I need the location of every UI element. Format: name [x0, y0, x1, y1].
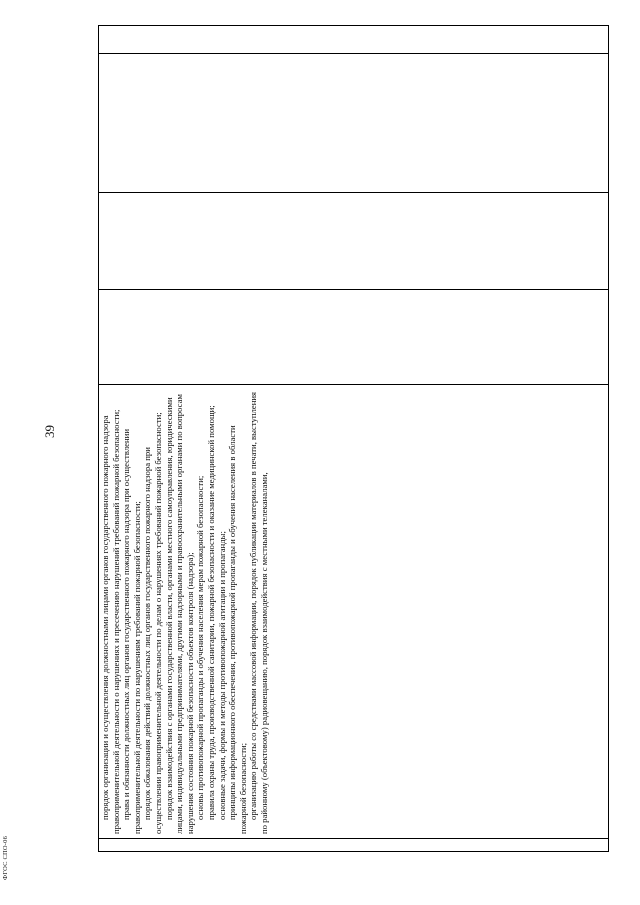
content-text — [99, 385, 270, 838]
table-cell-empty — [99, 193, 609, 290]
content-paragraph: порядок обжалования действий должностных лиц органов государственного пожарного надзора при осуществлении правоприменительной деятельности по делам о нарушениях требований пожарной безопасности; — [142, 412, 163, 834]
curriculum-table — [98, 25, 609, 852]
table-cell-index — [99, 839, 609, 852]
content-paragraph: правила охраны труда, производственной санитарии, пожарной безопасности и оказание медицинской помощи; — [205, 405, 216, 820]
content-paragraph: основные задачи, формы и методы противопожарной агитации и пропаганды; — [216, 531, 227, 820]
rotated-table-container — [98, 32, 609, 852]
content-paragraph: принципы информационного обеспечения, противопожарной пропаганды и обучения населения в области пожарной безопасности; — [227, 425, 248, 834]
footer-code: ФГОС СПО-06 — [2, 835, 9, 880]
table-cell-empty — [99, 54, 609, 193]
content-paragraph: организацию работы со средствами массовой информации, порядок публикации материалов в печати, выступления по районному (объектовому) радиовещанию, порядок взаимодействия с местными телеканалами, — [248, 391, 269, 834]
content-paragraph: порядок взаимодействия с органами государственной власти, органами местного самоуправления, юридическими лицами, индивидуальными предпринимателями, другими надзорными и правоохранительными органами по вопросам нарушения состояния пожарной безопасности объектов контроля (надзора); — [163, 394, 195, 834]
table-row — [99, 26, 609, 852]
page-number: 39 — [42, 425, 57, 438]
table-cell-empty — [99, 26, 609, 54]
content-paragraph: права и обязанности должностных лиц органов государственного пожарного надзора при осуществлении правоприменительной деятельности по нарушениям требований пожарной безопасности; — [121, 429, 142, 834]
content-paragraph: основы противопожарной пропаганды и обучения населения мерам пожарной безопасности; — [195, 475, 206, 820]
table-cell-empty — [99, 290, 609, 385]
content-paragraph: порядок организации и осуществления должностными лицами органов государственного пожарного надзора правоприменительной деятельности о нарушениях и пресечению нарушений требований пожарной безопасности; — [100, 409, 121, 834]
table-cell-content — [99, 385, 609, 839]
